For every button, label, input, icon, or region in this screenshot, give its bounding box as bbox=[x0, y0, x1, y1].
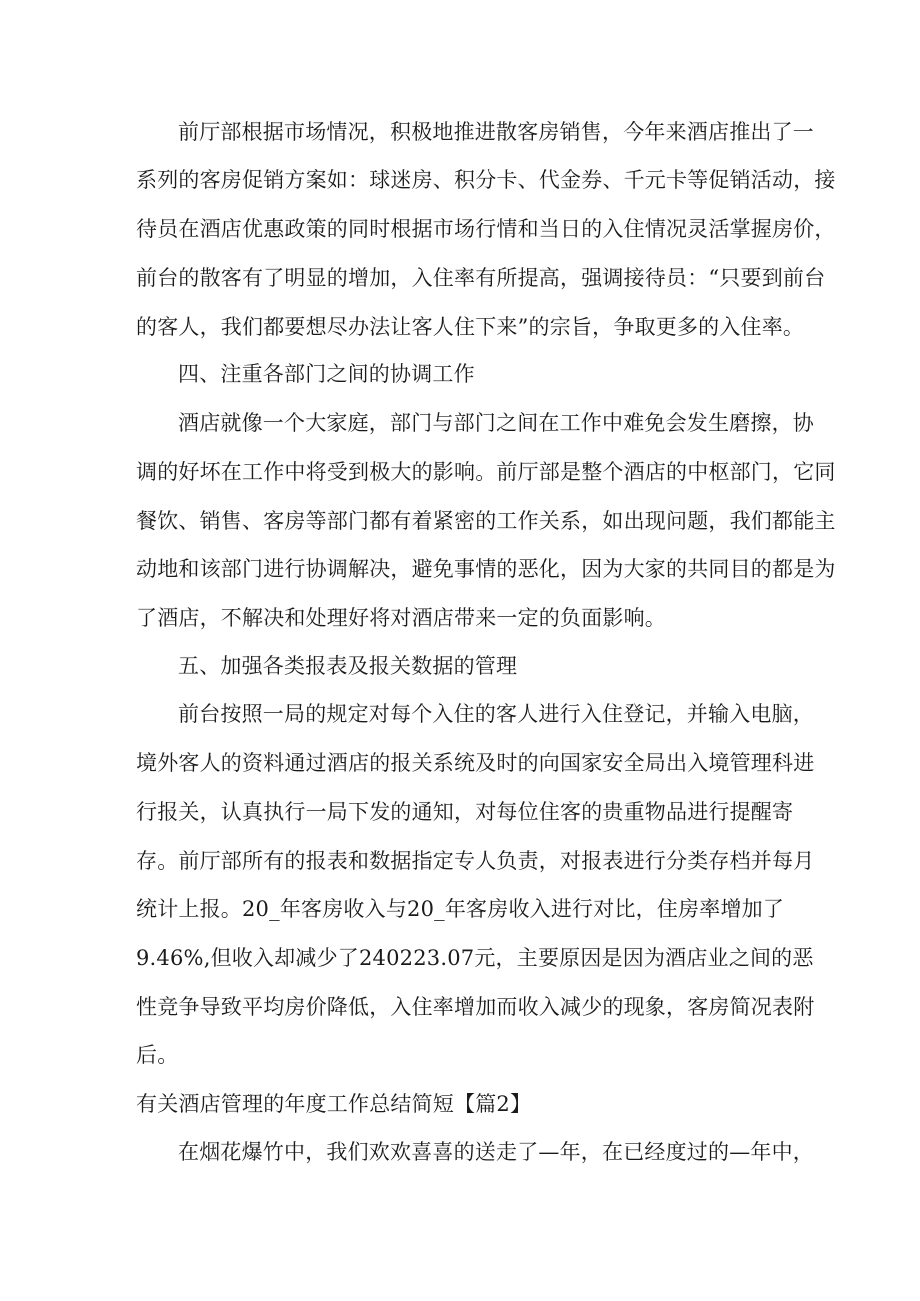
paragraph-3-line-2: 境外客人的资料通过酒店的报关系统及时的向国家安全局出入境管理科进 bbox=[136, 751, 815, 775]
paragraph-2-line-1: 酒店就像一个大家庭，部门与部门之间在工作中难免会发生磨擦，协 bbox=[178, 411, 814, 435]
paragraph-1-line-4: 前台的散客有了明显的增加，入住率有所提高，强调接待员：“只要到前台 bbox=[136, 266, 826, 290]
paragraph-2-line-2: 调的好坏在工作中将受到极大的影响。前厅部是整个酒店的中枢部门，它同 bbox=[136, 460, 836, 484]
paragraph-4-line-1: 在烟花爆竹中，我们欢欢喜喜的送走了—年，在已经度过的—年中， bbox=[178, 1140, 814, 1164]
paragraph-3-line-5: 统计上报。20_年客房收入与20_年客房收入进行对比，住房率增加了 bbox=[136, 897, 785, 921]
paragraph-3-line-1: 前台按照一局的规定对每个入住的客人进行入住登记，并输入电脑， bbox=[178, 702, 814, 726]
paragraph-3-line-8: 后。 bbox=[136, 1043, 179, 1067]
section-heading-5: 五、加强各类报表及报关数据的管理 bbox=[178, 654, 518, 678]
paragraph-2-line-3: 餐饮、销售、客房等部门都有着紧密的工作关系，如出现问题，我们都能主 bbox=[136, 509, 836, 533]
paragraph-1-line-3: 待员在酒店优惠政策的同时根据市场行情和当日的入住情况灵活掌握房价， bbox=[136, 217, 836, 241]
section-heading-4: 四、注重各部门之间的协调工作 bbox=[178, 362, 475, 386]
paragraph-2-line-5: 了酒店，不解决和处理好将对酒店带来一定的负面影响。 bbox=[136, 606, 666, 630]
paragraph-1-line-1: 前厅部根据市场情况，积极地推进散客房销售，今年来酒店推出了一 bbox=[178, 120, 814, 144]
paragraph-2-line-4: 动地和该部门进行协调解决，避免事情的恶化，因为大家的共同目的都是为 bbox=[136, 557, 836, 581]
paragraph-3-line-7: 性竞争导致平均房价降低，入住率增加而收入减少的现象，客房简况表附 bbox=[136, 995, 815, 1019]
paragraph-3-line-3: 行报关，认真执行一局下发的通知，对每位住客的贵重物品进行提醒寄 bbox=[136, 800, 794, 824]
paragraph-3-line-4: 存。前厅部所有的报表和数据指定专人负责，对报表进行分类存档并每月 bbox=[136, 849, 815, 873]
paragraph-3-line-6: 9.46%,但收入却减少了240223.07元，主要原因是因为酒店业之间的恶 bbox=[136, 946, 814, 970]
paragraph-1-line-5: 的客人，我们都要想尽办法让客人住下来”的宗旨，争取更多的入住率。 bbox=[136, 315, 805, 339]
paragraph-1-line-2: 系列的客房促销方案如：球迷房、积分卡、代金券、千元卡等促销活动，接 bbox=[136, 168, 836, 192]
section-title-part-2: 有关酒店管理的年度工作总结简短【篇2】 bbox=[136, 1092, 532, 1116]
